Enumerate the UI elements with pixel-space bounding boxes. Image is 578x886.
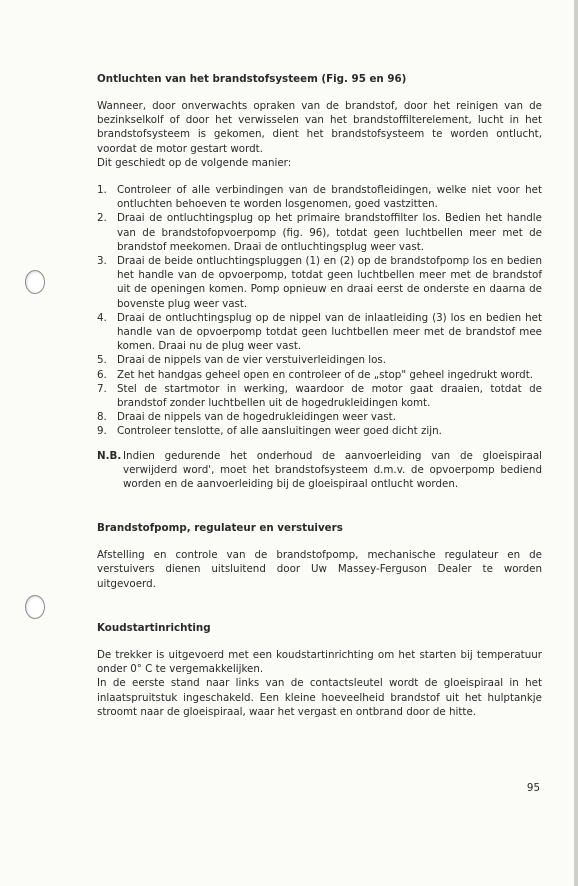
page-content [97,72,542,719]
section-heading-ontluchten: Ontluchten van het brandstofsysteem (Fig. 95 en 96) [97,73,407,85]
intro-paragraph: Wanneer, door onverwachts opraken van de brandstof, door het reinigen van de bezinkselkolf of door het verwisselen van het brandstoffilterelement, lucht in het brandstofsysteem is gekomen, dient het brandstofsysteem te worden ontlucht, voordat de motor gestart wordt. [97,100,542,155]
step-text: Controleer tenslotte, of alle aansluitingen weer goed dicht zijn. [117,425,442,438]
step-text: Draai de nippels van de vier verstuiverleidingen los. [117,354,387,367]
list-item [97,368,542,382]
step-number: 8. [97,411,107,424]
step-text: Draai de beide ontluchtingspluggen (1) en (2) op de brandstofpomp los en bedien het handle van de opvoerpomp, totdat geen luchtbellen meer met de brandstof uit de openingen komen. Pomp opnieuw en draai eerst de onderste en daarna de bovenste plug weer vast. [117,255,542,310]
list-item [97,183,542,211]
step-text: Stel de startmotor in werking, waardoor de motor gaat draaien, totdat de brandstof zonder luchtbellen uit de hogedrukleidingen komt. [117,382,542,410]
step-number: 6. [97,368,107,381]
list-item [97,254,542,311]
list-item [97,311,542,354]
step-text: Draai de ontluchtingsplug op het primaire brandstoffilter los. Bedien het handle van de brandstofopvoerpomp (fig. 96), totdat geen luchtbellen meer met de brandstof meekomen. Draai de ontluchtingsplug weer vast. [117,212,542,253]
steps-list [97,183,542,439]
binder-hole-bottom [25,595,45,619]
koudstart-paragraph-1: De trekker is uitgevoerd met een koudstartinrichting om het starten bij temperatuur onder 0° C te vergemakkelijken. [97,648,542,676]
brandstofpomp-paragraph: Afstelling en controle van de brandstofpomp, mechanische regulateur en de verstuivers dienen uitsluitend door Uw Massey-Ferguson Dealer te worden uitgevoerd. [97,549,542,590]
list-item [97,410,542,424]
koudstart-paragraph-2: In de eerste stand naar links van de contactsleutel wordt de gloeispiraal in het inlaatspruitstuk ingeschakeld. Een kleine hoeveelheid brandstof uit het hulptankje stroomt naar de gloeispiraal, waar het vergast en ontbrand door de hitte. [97,677,542,718]
step-number: 5. [97,354,107,367]
page-number: 95 [526,782,540,794]
list-item [97,353,542,367]
step-text: Controleer of alle verbindingen van de brandstofleidingen, welke niet voor het ontluchten behoeven te worden losgenomen, goed vastzitten. [117,184,542,211]
nb-text: Indien gedurende het onderhoud de aanvoerleiding van de gloeispiraal verwijderd word', moet het brandstofsysteem d.m.v. de opvoerpomp bediend worden en de aanvoerleiding bij de gloeispiraal ontlucht worden. [123,449,542,491]
lead-paragraph: Dit geschiedt op de volgende manier: [97,156,292,169]
list-item [97,211,542,254]
step-number: 9. [97,425,107,438]
step-number: 7. [97,382,107,395]
list-item [97,424,542,438]
step-number: 3. [97,255,107,268]
section-heading-brandstofpomp: Brandstofpomp, regulateur en verstuivers [97,522,343,535]
binder-hole-top [25,270,45,294]
page-edge [574,0,578,886]
nb-label: N.B. [97,449,122,462]
list-item [97,382,542,410]
step-number: 1. [97,184,107,197]
step-number: 2. [97,212,107,225]
step-text: Draai de nippels van de hogedrukleidingen weer vast. [117,411,396,424]
section-heading-koudstart: Koudstartinrichting [97,621,211,634]
step-number: 4. [97,311,107,324]
step-text: Draai de ontluchtingsplug op de nippel van de inlaatleiding (3) los en bedien het handle van de opvoerpomp totdat geen luchtbellen meer met de brandstof mee komen. Draai nu de plug weer vast. [117,311,542,353]
nb-note [97,449,542,492]
step-text: Zet het handgas geheel open en controleer of de „stop" geheel ingedrukt wordt. [117,368,533,381]
